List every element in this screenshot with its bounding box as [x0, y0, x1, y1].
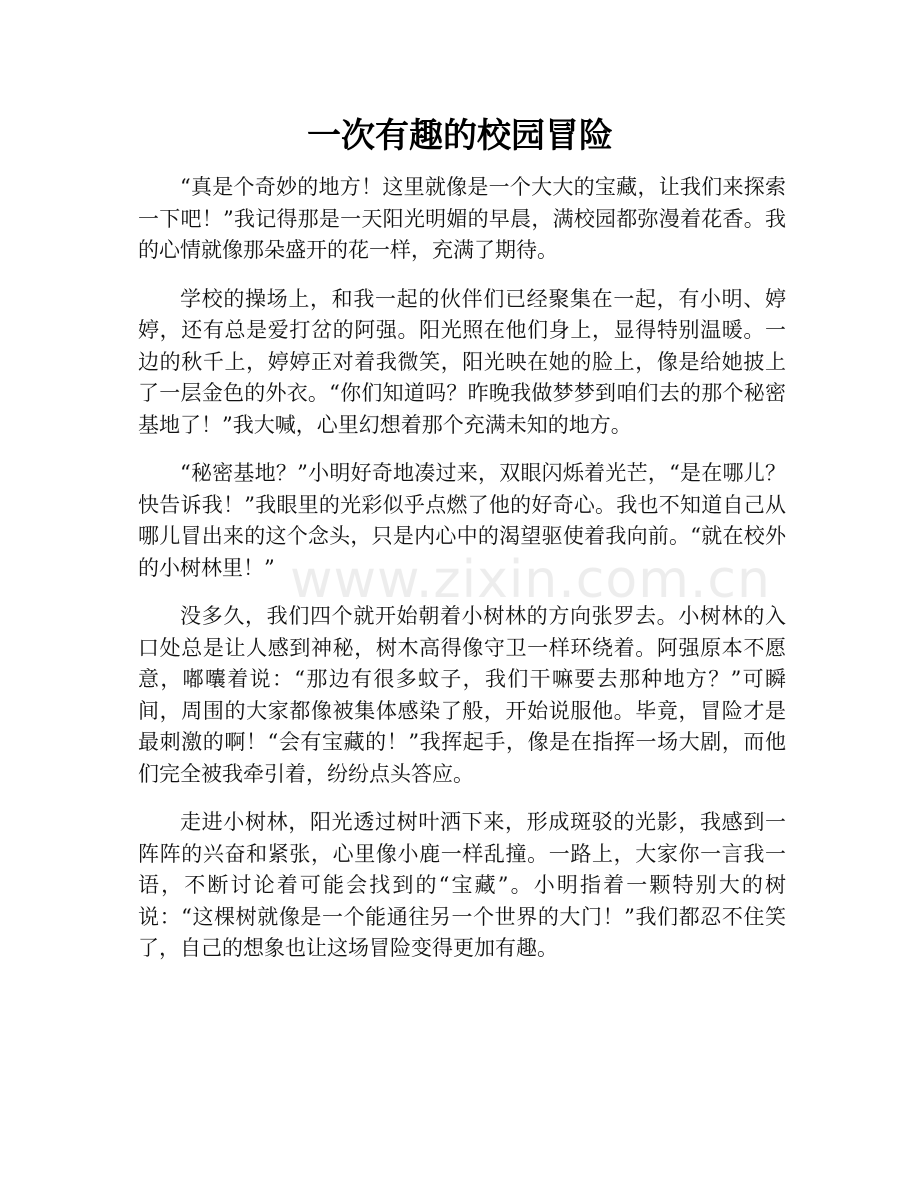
paragraph-1: “真是个奇妙的地方！这里就像是一个大大的宝藏，让我们来探索一下吧！”我记得那是一天阳光明媚的早晨，满校园都弥漫着花香。我的心情就像那朵盛开的花一样，充满了期待。	[138, 175, 786, 262]
paragraph-2: 学校的操场上，和我一起的伙伴们已经聚集在一起，有小明、婷婷，还有总是爱打岔的阿强。阳光照在他们身上，显得特别温暖。一边的秋千上，婷婷正对着我微笑，阳光映在她的脸上，像是给她披上了一层金色的外衣。“你们知道吗？昨晚我做梦梦到咱们去的那个秘密基地了！”我大喊，心里幻想着那个充满未知的地方。	[138, 286, 786, 437]
paragraph-3: “秘密基地？”小明好奇地凑过来，双眼闪烁着光芒，“是在哪儿？快告诉我！”我眼里的光彩似乎点燃了他的好奇心。我也不知道自己从哪儿冒出来的这个念头，只是内心中的渴望驱使着我向前。“就在校外的小树林里！”	[138, 461, 786, 580]
paragraph-5: 走进小树林，阳光透过树叶洒下来，形成斑驳的光影，我感到一阵阵的兴奋和紧张，心里像小鹿一样乱撞。一路上，大家你一言我一语，不断讨论着可能会找到的“宝藏”。小明指着一颗特别大的树说：“这棵树就像是一个能通往另一个世界的大门！”我们都忍不住笑了，自己的想象也让这场冒险变得更加有趣。	[138, 810, 786, 960]
watermark: www.zixin.com.cn	[290, 550, 771, 610]
document-title: 一次有趣的校园冒险	[307, 116, 613, 156]
paragraph-4: 没多久，我们四个就开始朝着小树林的方向张罗去。小树林的入口处总是让人感到神秘，树木高得像守卫一样环绕着。阿强原本不愿意，嘟囔着说：“那边有很多蚊子，我们干嘛要去那种地方？”可瞬间，周围的大家都像被集体感染了般，开始说服他。毕竟，冒险才是最刺激的啊！“会有宝藏的！”我挥起手，像是在指挥一场大剧，而他们完全被我牵引着，纷纷点头答应。	[138, 604, 786, 786]
document-body	[138, 172, 786, 982]
